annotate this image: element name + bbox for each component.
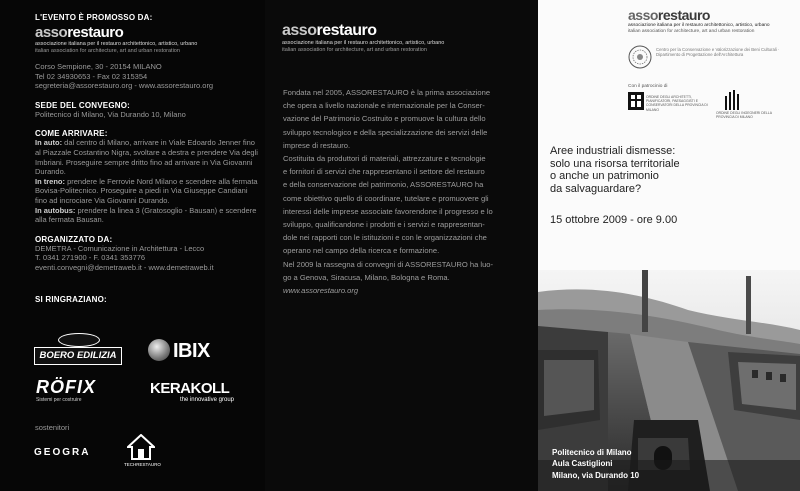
thanks-heading: SI RINGRAZIANO: [35,294,107,304]
organizer-name: DEMETRA - Comunicazione in Architettura - Lecco [35,243,205,253]
logo-subtitle-en: italian association for architecture, art and urban restoration [35,47,180,54]
phone-line: Tel 02 34930653 - Fax 02 315354 [35,71,148,81]
logo-subtitle: associazione italiana per il restauro architettonico, artistico, urbano [282,40,445,46]
venue-info [552,447,639,482]
venue-university: Politecnico di Milano [552,447,632,457]
panel-about [265,0,538,491]
website-link[interactable]: www.assorestauro.org [283,286,359,296]
assorestauro-logo: assorestauro [282,22,377,39]
patron-engineers: ORDINE DEGLI INGEGNERI DELLA PROVINCIA DI MILANO [716,111,772,120]
organizer-contacts[interactable]: eventi.convegni@demetraweb.it - www.demetraweb.it [35,262,214,272]
ibix-logo: IBIX [148,337,238,367]
event-date: 15 ottobre 2009 - ore 9.00 [550,214,678,226]
panel-contacts [0,0,265,491]
venue-heading: SEDE DEL CONVEGNO: [35,100,131,110]
by-car-text: In auto: dal centro di Milano, arrivare in Viale Edoardo Jenner fino al Piazzale Costantino Nigra, svoltare a destra e prendere Via degli Imbriani. Proseguire sempre dritto fino ad arrivare in Via Giovanni Durando. [35,138,258,177]
email-web-line[interactable]: segreteria@assorestauro.org - www.assorestauro.org [35,81,214,91]
panel-cover [538,0,800,491]
engineers-order-logo-icon [724,90,742,110]
organizer-phone: T. 0341 271900 - F. 0341 353776 [35,253,146,263]
house-icon [127,434,155,460]
boero-emblem-icon [58,333,100,347]
architects-order-logo-icon [628,92,644,110]
seal-caption: Centro per la Conservazione e Valorizzazione dei Beni Culturali · Dipartimento di Progettazione dell'Architettura [656,47,780,58]
politecnico-seal-icon [628,45,652,69]
patronage-label: Con il patrocinio di [628,84,668,89]
supporters-label: sostenitori [35,423,70,432]
boero-logo: BOERO EDILIZIA [34,333,124,367]
address-line: Corso Sempione, 30 - 20154 MILANO [35,62,162,71]
industrial-site-photo [538,270,800,491]
logo-subtitle-en: italian association for architecture, art and urban restoration [628,28,755,34]
by-train-text: In treno: prendere le Ferrovie Nord Milano e scendere alla fermata Bovisa-Politecnico. Proseguire a piedi in Via Giuseppe Candiani fino ad incrociare Via Giovanni Durando. [35,176,258,205]
by-bus-text: In autobus: prendere la linea 3 (Gratosoglio - Bausan) e scendere alla fermata Bausan. [35,205,257,225]
venue-room: Aula Castiglioni [552,459,613,468]
logo-subtitle: associazione italiana per il restauro architettonico, artistico, urbano [628,23,770,28]
arrive-heading: COME ARRIVARE: [35,129,108,139]
keracoll-logo: KERAKOLL the innovative group [150,380,234,403]
techrestauro-logo: TECHRESTAURO [124,434,158,470]
ibix-sphere-icon [148,339,170,361]
logo-subtitle-en: italian association for architecture, art and urban restoration [282,46,427,53]
assorestauro-logo: assorestauro [628,7,710,23]
about-text: Fondata nel 2005, ASSORESTAURO è la prima associazione che opera a livello nazionale e internazionale per la Conser- vazione del Patrimonio Costruito e promuove la cultura dello sviluppo tecnologico e della specializzazione dei servizi delle imprese di restauro. Costituita da produttori di materiali, attrezzature e tecnologie e fornitori di servizi che rappresentano il settore del restauro e della conservazione del patrimonio, ASSORESTAURO ha come obiettivo quello di coordinare, tutelare e promuovere gli interessi delle imprese associate favorendone il progresso e lo sviluppo, qualificandone i prodotti e i servizi e rappresentan- dole nei rapporti con le istituzioni e con le organizzazioni che operano nel campo della ricerca e formazione. Nel 2009 la rassegna di convegni di ASSORESTAURO ha luo- go a Genova, Siracusa, Milano, Bologna e Roma. www.assorestauro.org [283,86,533,297]
logo-subtitle: associazione italiana per il restauro architettonico, artistico, urbano [35,41,198,47]
event-title: Aree industriali dismesse: solo una risorsa territoriale o anche un patrimonio da salvaguardare? [550,145,680,195]
promo-heading: L'EVENTO È PROMOSSO DA: [35,13,153,22]
venue-address: Milano, via Durando 10 [552,470,640,480]
venue-text: Politecnico di Milano, Via Durando 10, Milano [35,109,186,119]
rofix-logo: RÖFIX Sistemi per costruire [36,377,97,403]
geogra-logo: GEOGRA [34,447,91,458]
assorestauro-logo: assorestauro [35,24,124,41]
organizer-heading: ORGANIZZATO DA: [35,234,113,244]
patron-architects: ORDINE DEGLI ARCHITETTI, PIANIFICATORI, PAESAGGISTI E CONSERVATORI DELLA PROVINCIA DI MILANO [646,95,708,112]
